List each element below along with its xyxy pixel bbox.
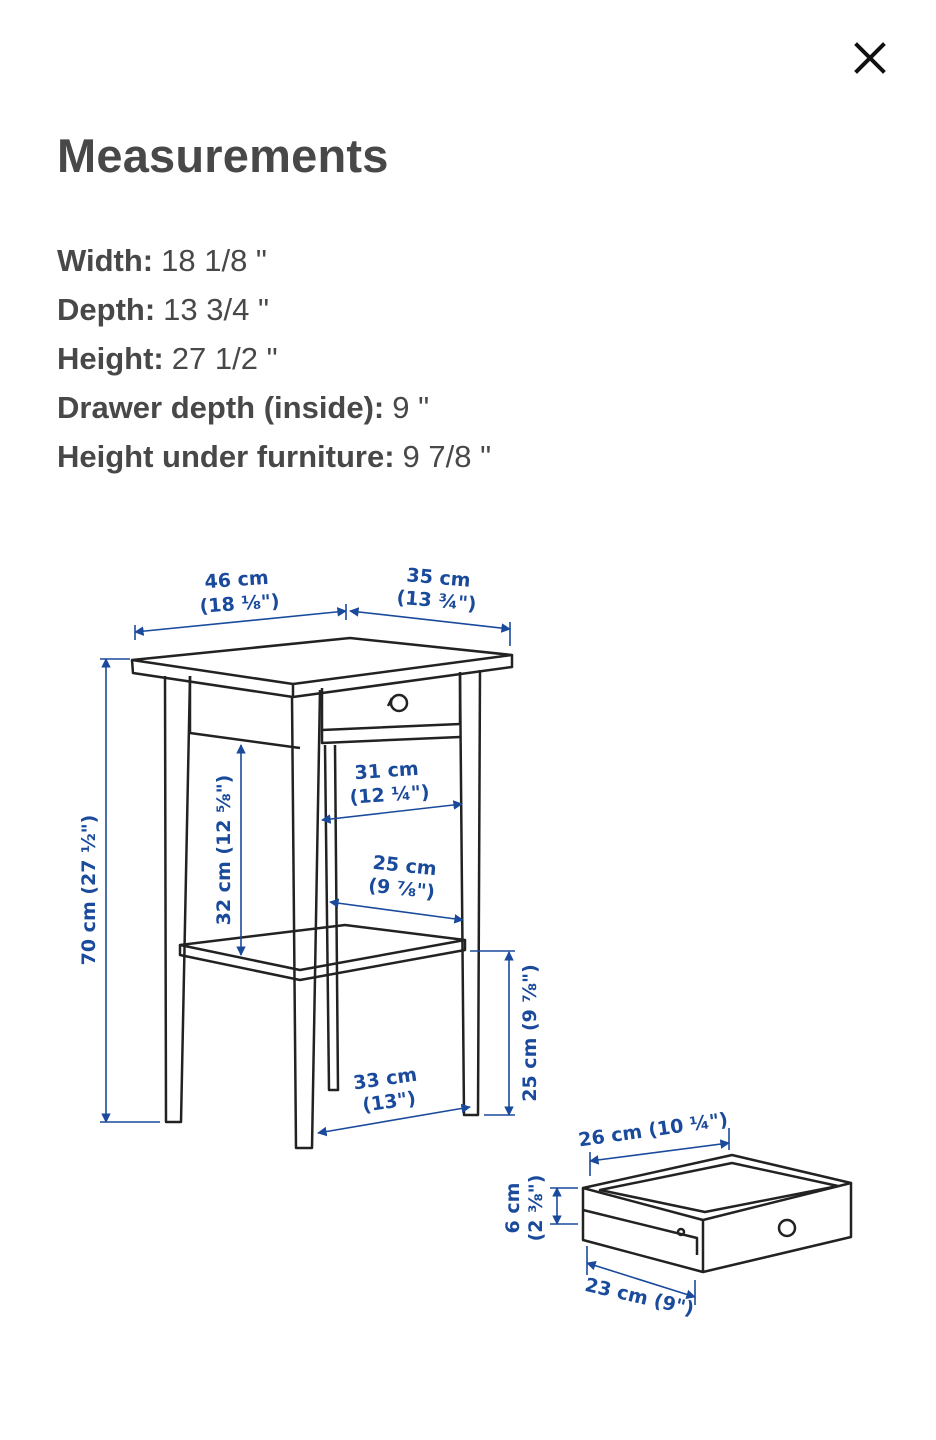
spec-value: 13 3/4 ": [163, 292, 269, 327]
label-inner-width-cm: 31 cm: [353, 757, 420, 785]
label-inner-depth-cm: 25 cm: [371, 851, 438, 881]
label-width-in: (18 ⅛"): [198, 590, 281, 618]
label-depth-in: (13 ¾"): [395, 586, 478, 616]
spec-label: Depth:: [57, 292, 156, 327]
spec-value: 9 ": [392, 390, 430, 425]
label-drawer-width: 26 cm (10 ¼"): [577, 1108, 730, 1152]
label-leg-span-cm: 33 cm: [351, 1063, 419, 1095]
spec-height: [57, 334, 491, 383]
label-under-height: 25 cm (9 ⅞"): [519, 964, 541, 1102]
spec-depth: [57, 285, 491, 334]
label-leg-span-in: (13"): [361, 1087, 418, 1117]
close-button[interactable]: [846, 34, 894, 82]
dimension-lines: [100, 604, 729, 1305]
label-shelf-gap: 32 cm (12 ⅝"): [213, 774, 235, 926]
spec-label: Height:: [57, 341, 164, 376]
spec-width: [57, 236, 491, 285]
label-drawer-depth: 23 cm (9"): [582, 1273, 697, 1321]
spec-list: [57, 236, 491, 481]
label-inner-width-in: (12 ¼"): [348, 781, 431, 809]
dimension-labels: [78, 564, 729, 1320]
label-drawer-height-in: (2 ⅜"): [525, 1174, 547, 1242]
page-title: Measurements: [57, 129, 389, 182]
spec-label: Width:: [57, 243, 154, 278]
dimension-drawing: [60, 540, 890, 1360]
label-depth-cm: 35 cm: [405, 564, 472, 592]
spec-label: Drawer depth (inside):: [57, 390, 385, 425]
label-width-cm: 46 cm: [203, 566, 270, 594]
spec-height-under: [57, 432, 491, 481]
spec-value: 18 1/8 ": [161, 243, 267, 278]
drawer-illustration: [583, 1155, 851, 1272]
label-inner-depth-in: (9 ⅞"): [367, 874, 436, 904]
label-height: 70 cm (27 ½"): [78, 814, 100, 966]
nightstand-diagram: [60, 540, 890, 1360]
label-drawer-height-cm: 6 cm: [502, 1182, 524, 1234]
nightstand-illustration: [132, 638, 512, 1148]
spec-value: 27 1/2 ": [171, 341, 278, 376]
spec-drawer-depth: [57, 383, 491, 432]
spec-value: 9 7/8 ": [402, 439, 492, 474]
spec-label: Height under furniture:: [57, 439, 395, 474]
close-icon: [853, 41, 887, 75]
